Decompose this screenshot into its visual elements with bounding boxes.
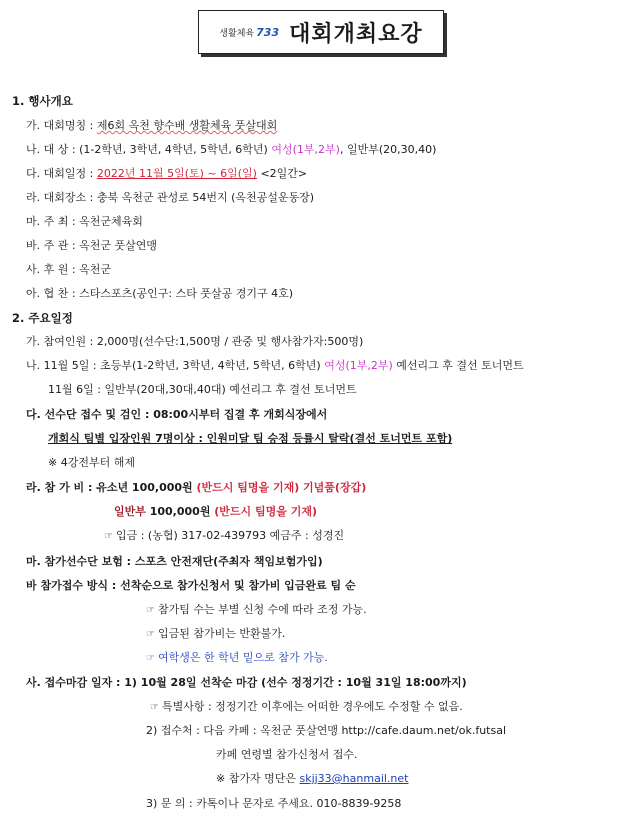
text: 나. 11월 5일 : 초등부(1-2학년, 3학년, 4학년, 5학년, 6학년) xyxy=(26,359,325,372)
value: 옥천군 xyxy=(79,263,111,276)
item-schedule xyxy=(26,167,307,181)
schedule-nov6: 11월 6일 : 일반부(20대,30대,40대) 예선리그 후 결선 토너먼트 xyxy=(48,383,357,396)
checkin-heading: 다. 선수단 접수 및 검인 : 08:00시부터 집결 후 개회식장에서 xyxy=(26,408,328,421)
text-tail: 예선리그 후 결선 토너먼트 xyxy=(392,359,524,372)
fee-general xyxy=(114,505,317,519)
value: 옥천군 풋살연맹 xyxy=(79,239,157,252)
women-division: 여성(1부,2부) xyxy=(271,143,340,156)
registration-note xyxy=(146,603,367,618)
participants: 가. 참여인원 : 2,000명(선수단:1,500명 / 관중 및 행사참가자:500명) xyxy=(26,335,364,348)
label: 사. 후 원 : xyxy=(26,263,80,276)
pointing-hand-icon: ☞ xyxy=(104,531,113,542)
value: 제6회 옥천 향수배 생활체육 풋살대회 xyxy=(96,119,278,132)
deadline: 사. 접수마감 일자 : 1) 10월 28일 선착순 마감 (선수 정정기간 : 10월 31일 18:00까지) xyxy=(26,676,467,689)
registration-place: 2) 접수처 : 다음 카페 : 옥천군 풋살연맹 http://cafe.daum.net/ok.futsal xyxy=(146,724,507,737)
value: 스타스포츠(공인구: 스타 풋살공 경기구 4호) xyxy=(79,287,293,300)
value: 충북 옥천군 관성로 54번지 (옥천공설운동장) xyxy=(96,191,315,204)
pointing-hand-icon: ☞ xyxy=(150,702,159,713)
registration-method: 바 참가접수 방식 : 선착순으로 참가신청서 및 참가비 입금완료 팀 순 xyxy=(26,579,356,592)
label: 가. 대회명칭 : xyxy=(26,119,97,132)
item-target xyxy=(26,143,436,157)
checkin-note: ※ 4강전부터 해제 xyxy=(48,456,135,469)
value: (1-2학년, 3학년, 4학년, 5학년, 6학년) xyxy=(79,143,268,156)
section-2-heading: 2. 주요일정 xyxy=(12,311,73,325)
registration-place-detail: 카페 연령별 참가신청서 접수. xyxy=(216,748,358,761)
item-host xyxy=(26,215,143,229)
registration-note xyxy=(146,627,285,642)
title-box xyxy=(198,10,444,54)
page-title: 대회개최요강 xyxy=(289,21,423,47)
label: 라. 대회장소 : xyxy=(26,191,97,204)
pointing-hand-icon: ☞ xyxy=(146,605,155,616)
label: 아. 협 찬 : xyxy=(26,287,80,300)
logo xyxy=(219,26,279,39)
label: 바. 주 관 : xyxy=(26,239,80,252)
pointing-hand-icon: ☞ xyxy=(146,653,155,664)
label: 라. 참 가 비 : 유소년 100,000원 xyxy=(26,481,197,494)
email-link[interactable]: skjj33@hanmail.net xyxy=(299,772,409,785)
item-organizer xyxy=(26,239,157,253)
value-tail: , 일반부(20,30,40) xyxy=(339,143,437,156)
note-text: 입금된 참가비는 반환불가. xyxy=(157,627,286,640)
fee-youth xyxy=(26,481,366,495)
fee-note: (반드시 팀명을 기재) 기념품(장갑) xyxy=(196,481,367,494)
label: 다. 대회일정 : xyxy=(26,167,97,180)
checkin-rule: 개회식 팀별 입장인원 7명이상 : 인원미달 팀 승점 등률시 탈락(결선 토너먼트 포함) xyxy=(48,432,453,445)
item-sponsor xyxy=(26,287,293,301)
label: 마. 주 최 : xyxy=(26,215,80,228)
pointing-hand-icon: ☞ xyxy=(146,629,155,640)
item-venue xyxy=(26,191,314,205)
inquiry: 3) 문 의 : 카톡이나 문자로 주세요. 010-8839-9258 xyxy=(146,797,402,810)
label: ※ 참가자 명단은 xyxy=(216,772,300,785)
label: 나. 대 상 : xyxy=(26,143,80,156)
value-tail: <2일간> xyxy=(256,167,308,180)
label: 일반부 xyxy=(114,505,146,518)
women-division: 여성(1부,2부) xyxy=(324,359,393,372)
logo-number: 733 xyxy=(256,25,280,39)
item-support xyxy=(26,263,111,277)
value: 옥천군체육회 xyxy=(79,215,143,228)
special-note xyxy=(150,700,463,715)
account-text: 입금 : (농협) 317-02-439793 예금주 : 성경진 xyxy=(115,529,345,542)
schedule-nov5 xyxy=(26,359,524,373)
roster-email xyxy=(216,772,408,786)
note-text: 특별사항 : 정정기간 이후에는 어떠한 경우에도 수정할 수 없음. xyxy=(161,700,463,713)
note-text: 여학생은 한 학년 밑으로 참가 가능. xyxy=(157,651,328,664)
section-1-heading: 1. 행사개요 xyxy=(12,94,73,108)
event-date: 2022년 11월 5일(토) ~ 6일(일) xyxy=(96,167,257,180)
bank-account xyxy=(104,529,344,544)
registration-note xyxy=(146,651,328,666)
note-text: 참가팀 수는 부별 신청 수에 따라 조정 가능. xyxy=(157,603,367,616)
item-event-name xyxy=(26,119,277,133)
insurance: 마. 참가선수단 보험 : 스포츠 안전재단(주최자 책임보험가입) xyxy=(26,555,323,568)
fee-note: (반드시 팀명을 기재) xyxy=(214,505,318,518)
logo-text: 생활체육 xyxy=(219,28,255,39)
amount: 100,000원 xyxy=(145,505,215,518)
